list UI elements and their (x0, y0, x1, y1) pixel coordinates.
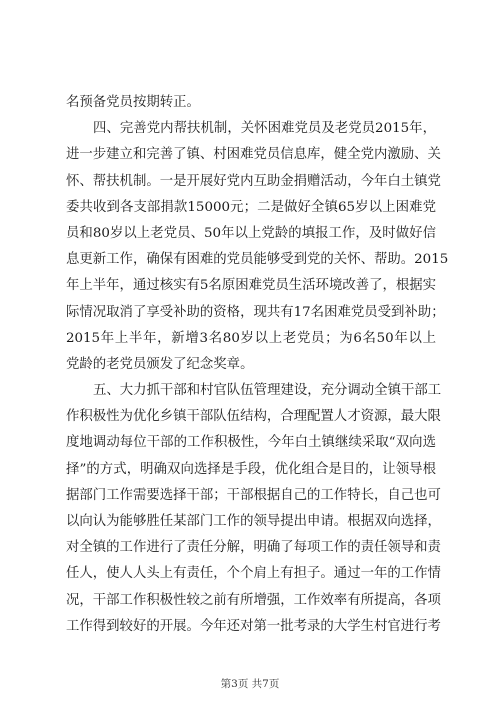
paragraph-line: 对全镇的工作进行了责任分解，明确了每项工作的责任领导和责 (66, 540, 441, 556)
paragraph-line: 怀、帮扶机制。一是开展好党内互助金捐赠活动，今年白土镇党 (66, 173, 441, 189)
paragraph-line: 四、完善党内帮扶机制，关怀困难党员及老党员2015年， (93, 121, 436, 137)
page-number-footer: 第3页 共7页 (220, 678, 280, 690)
paragraph-line: 进一步建立和完善了镇、村困难党员信息库，健全党内激励、关 (66, 147, 441, 163)
paragraph-line: 委共收到各支部捐款15000元；二是做好全镇65岁以上困难党 (66, 199, 436, 215)
paragraph-line: 2015年上半年，新增3名80岁以上老党员；为6名50年以上 (66, 330, 436, 346)
paragraph-line: 党龄的老党员颁发了纪念奖章。 (66, 356, 254, 372)
paragraph-line: 五、大力抓干部和村官队伍管理建设，充分调动全镇干部工 (93, 383, 442, 399)
paragraph-line: 作积极性为优化乡镇干部队伍结构，合理配置人才资源，最大限 (66, 409, 441, 425)
paragraph-line: 年上半年，通过核实有5名原困难党员生活环境改善了，根据实 (66, 278, 437, 294)
paragraph-line: 际情况取消了享受补助的资格，现共有17名困难党员受到补助； (66, 304, 445, 320)
paragraph-line: 任人，使人人头上有责任，个个肩上有担子。通过一年的工作情 (66, 566, 441, 582)
paragraph-line: 名预备党员按期转正。 (66, 95, 200, 110)
paragraph-line: 工作得到较好的开展。今年还对第一批考录的大学生村官进行考 (66, 618, 441, 634)
paragraph-line: 择”的方式，明确双向选择是手段，优化组合是目的，让领导根 (66, 461, 436, 477)
paragraph-line: 员和80岁以上老党员、50年以上党龄的填报工作，及时做好信 (66, 225, 436, 241)
paragraph-line: 息更新工作，确保有困难的党员能够受到党的关怀、帮助。2015 (66, 252, 449, 268)
document-body (66, 90, 449, 640)
paragraph-line: 况，干部工作积极性较之前有所增强，工作效率有所提高，各项 (66, 592, 441, 608)
paragraph-line: 据部门工作需要选择干部；干部根据自己的工作特长，自己也可 (66, 487, 441, 503)
paragraph-line: 以向认为能够胜任某部门工作的领导提出申请。根据双向选择， (66, 514, 441, 529)
paragraph-line: 度地调动每位干部的工作积极性，今年白土镇继续采取“双向选 (66, 435, 436, 451)
